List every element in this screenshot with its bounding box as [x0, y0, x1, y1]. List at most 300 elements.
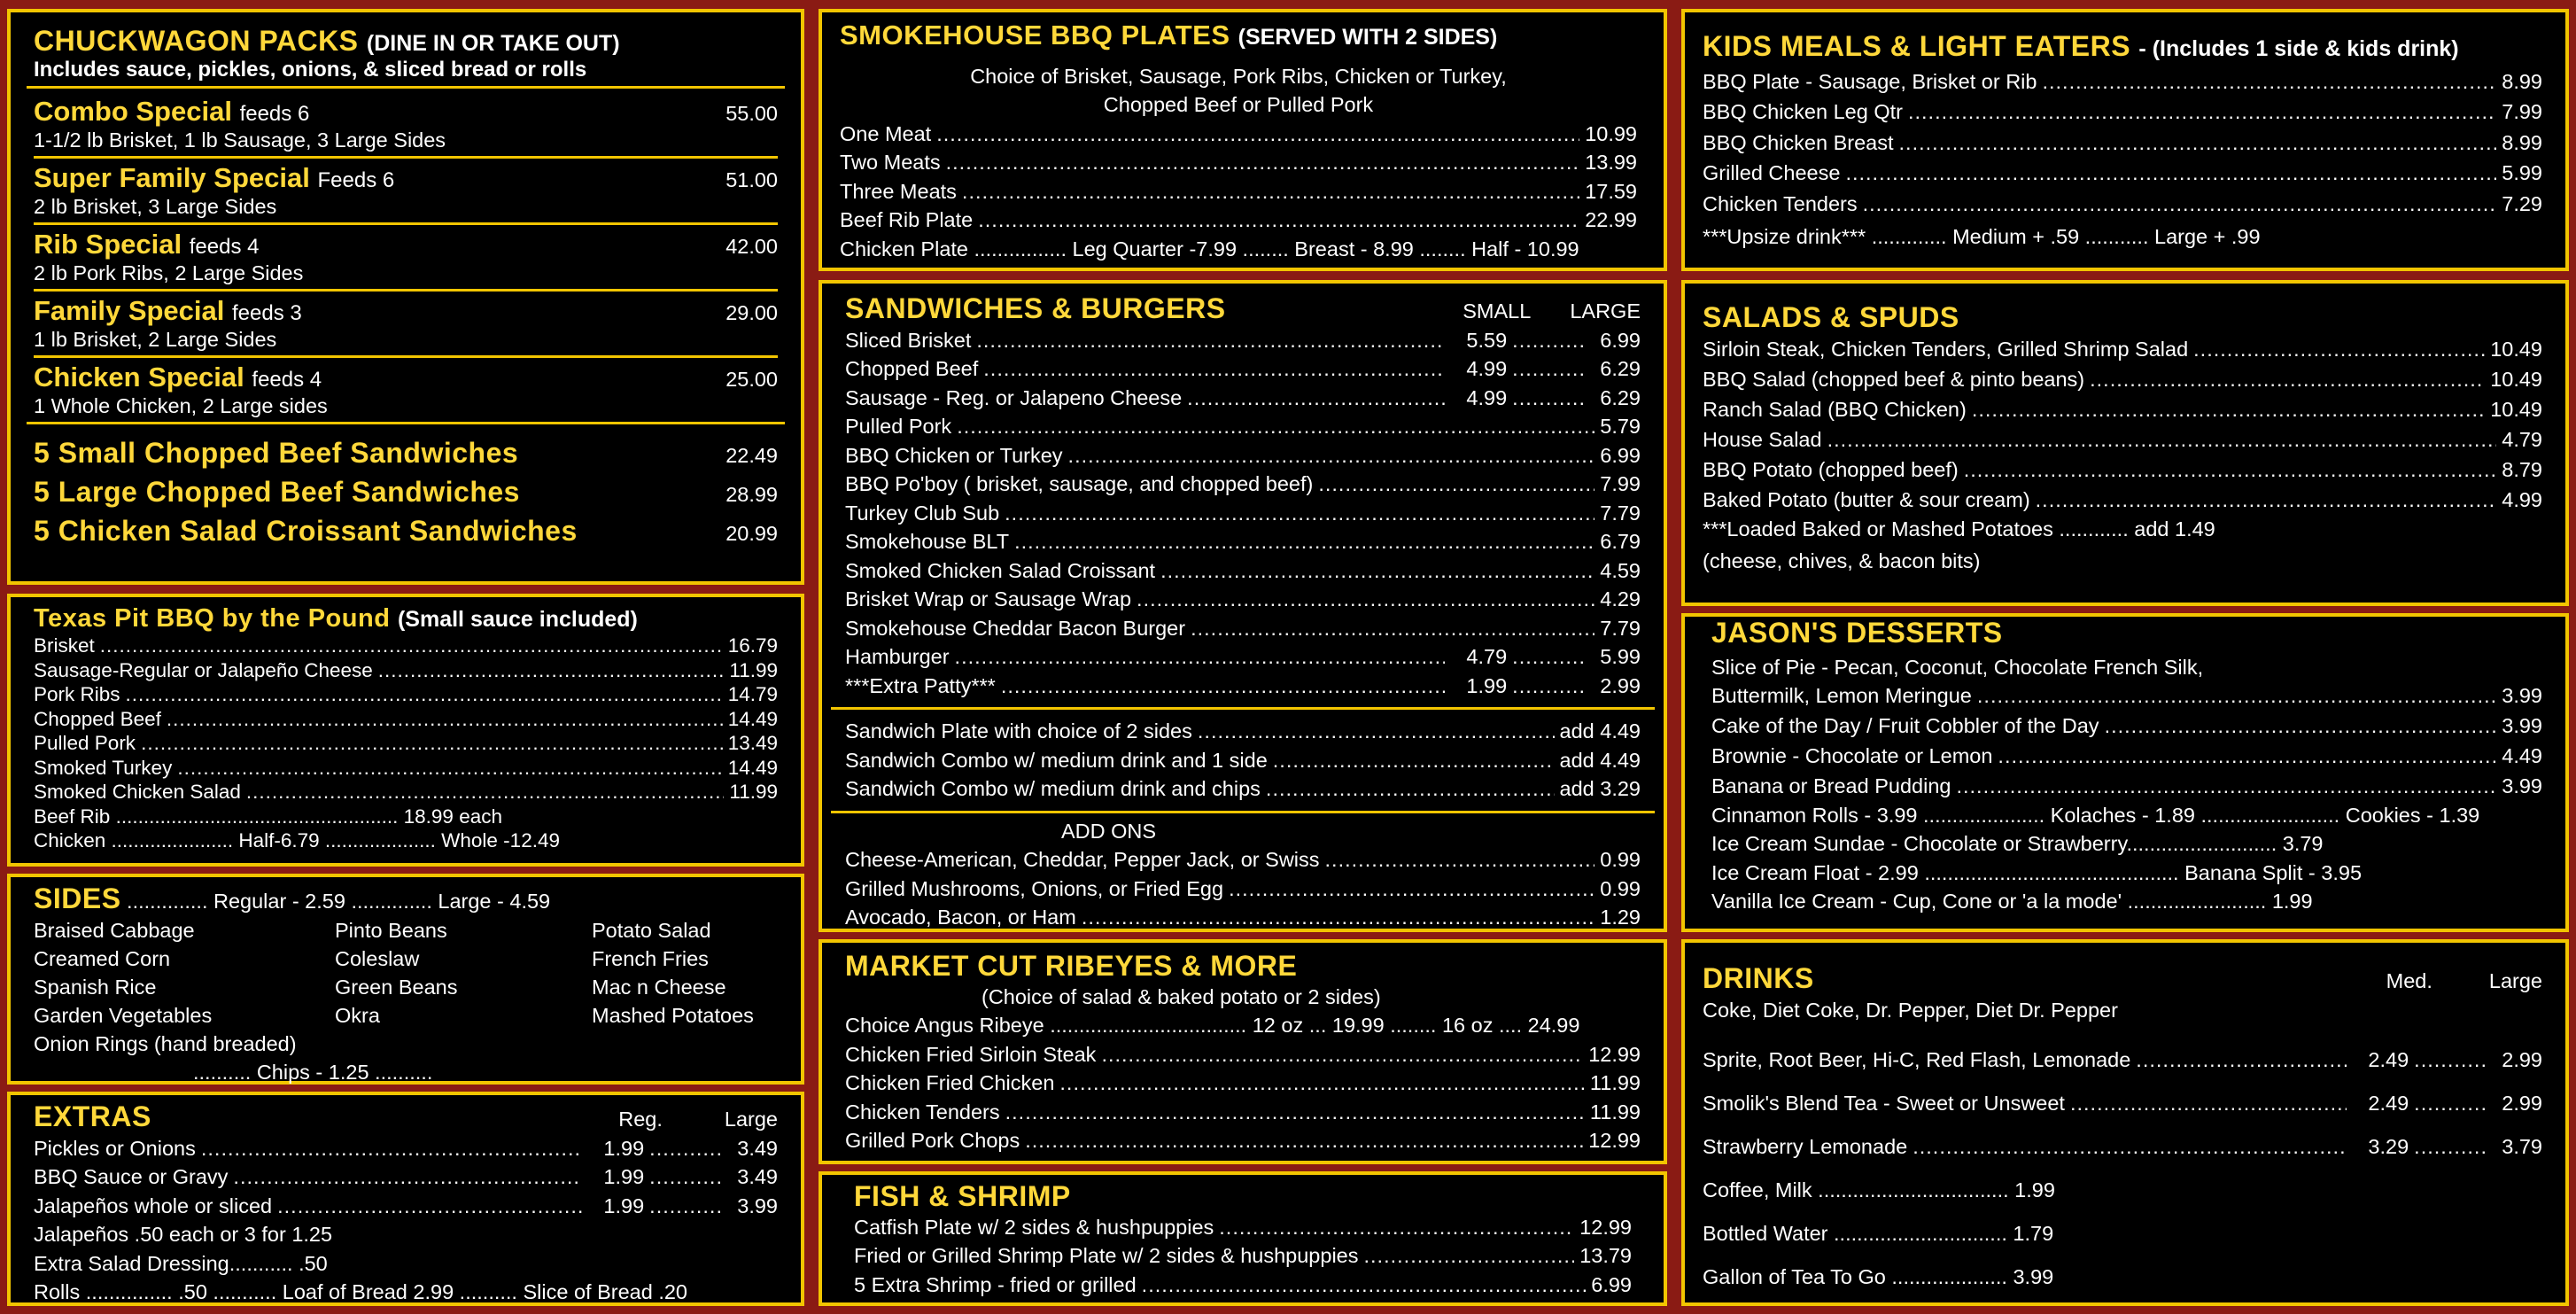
item-name: Baked Potato (butter & sour cream)	[1703, 487, 2030, 511]
side-item: Green Beans	[335, 975, 458, 999]
sundae-row: Ice Cream Sundae - Chocolate or Strawberry.......................... 3.79	[1711, 832, 2324, 856]
item-price-large: 3.79	[2502, 1135, 2542, 1158]
dot-leader	[957, 412, 1594, 441]
item-name: Smolik's Blend Tea - Sweet or Unsweet	[1703, 1092, 2065, 1115]
drinks-panel	[1681, 939, 2569, 1306]
item-price: 28.99	[725, 482, 778, 506]
item-name: 5 Large Chopped Beef Sandwiches	[34, 475, 520, 508]
upsize-row: ***Upsize drink*** ............. Medium + .59 ........... Large + .99	[1703, 225, 2261, 249]
dot-leader	[100, 634, 723, 658]
item-name: Combo Special	[34, 95, 232, 127]
pie-line-2: Buttermilk, Lemon Meringue ..... 3.99	[1711, 681, 2542, 711]
chicken-plate-row: Chicken Plate ................ Leg Quarter -7.99 ........ Breast - 8.99 ........ Half - 10.99	[840, 237, 1579, 260]
item-name: Fried or Grilled Shrimp Plate w/ 2 sides & hushpuppies	[854, 1244, 1359, 1268]
sides-header: SIDES .............. Regular - 2.59 .............. Large - 4.59	[34, 882, 551, 914]
item-desc: 1-1/2 lb Brisket, 1 lb Sausage, 3 Large Sides	[34, 128, 446, 152]
menu-item-row	[840, 148, 1637, 177]
side-item: Okra	[335, 1003, 380, 1027]
item-price: 29.00	[725, 300, 778, 324]
item-name: One Meat	[840, 121, 932, 145]
item-name: Three Meats	[840, 179, 957, 203]
item-name: Super Family Special	[34, 161, 310, 193]
item-name: Pulled Pork	[845, 415, 952, 438]
item-name: Brownie - Chocolate or Lemon	[1711, 743, 1993, 767]
dot-leader	[1913, 1125, 2347, 1169]
chuckwagon-panel	[7, 9, 804, 585]
item-name: Smokehouse Cheddar Bacon Burger	[845, 616, 1186, 640]
item-name: Smoked Turkey	[34, 756, 173, 779]
item-name: Chicken Fried Chicken	[845, 1071, 1055, 1095]
menu-item-row	[1703, 1082, 2542, 1125]
sides-grid	[34, 916, 778, 1030]
item-name: Jalapeños whole or sliced	[34, 1193, 273, 1217]
item-name: Cheese-American, Cheddar, Pepper Jack, or Swiss	[845, 848, 1320, 871]
menu-item-row	[34, 1134, 778, 1163]
item-price: 17.59	[1585, 179, 1637, 203]
dot-leader-2: ...........	[649, 1193, 723, 1217]
dot-leader	[1219, 1213, 1574, 1242]
menu-item-row	[845, 354, 1641, 384]
item-name: Family Special	[34, 294, 225, 326]
dot-leader-2: ...........	[1512, 385, 1586, 409]
item-price: 13.99	[1585, 151, 1637, 175]
chuckwagon-item	[34, 92, 778, 159]
dot-leader	[1998, 741, 2496, 771]
item-name: Sausage - Reg. or Jalapeno Cheese	[845, 385, 1183, 409]
dot-leader-2: ...........	[2414, 1092, 2487, 1115]
item-name: Chopped Beef	[845, 357, 979, 380]
plates-choice-2: Chopped Beef or Pulled Pork	[1103, 93, 1374, 117]
item-price: 8.99	[2502, 69, 2542, 93]
pie-line-1: Slice of Pie - Pecan, Coconut, Chocolate French Silk,	[1711, 655, 2204, 679]
menu-item-row	[1703, 1038, 2542, 1082]
dot-leader	[936, 120, 1579, 149]
item-price: 12.99	[1579, 1215, 1632, 1239]
loaded-potato-row: ***Loaded Baked or Mashed Potatoes ............ add 1.49	[1703, 517, 2215, 540]
menu-item-row	[845, 614, 1641, 643]
dot-leader	[1827, 424, 2497, 455]
chuckwagon-item-name	[34, 295, 302, 327]
item-name: Sliced Brisket	[845, 328, 972, 352]
item-price: 0.99	[1600, 848, 1641, 871]
dot-leader-2: ...........	[1512, 673, 1586, 697]
salads-panel	[1681, 280, 2569, 606]
menu-item-row	[845, 1040, 1641, 1069]
menu-item-row	[854, 1271, 1632, 1300]
item-name: Banana or Bread Pudding	[1711, 774, 1951, 797]
dot-leader	[1160, 556, 1594, 586]
item-name: Chicken Tenders	[845, 1100, 1000, 1124]
menu-item-row	[34, 731, 778, 756]
menu-item-row	[1711, 741, 2542, 771]
item-name: 5 Chicken Salad Croissant Sandwiches	[34, 514, 578, 547]
dot-leader	[1005, 499, 1594, 528]
item-name: Smoked Chicken Salad	[34, 781, 241, 804]
item-price: 4.79	[2502, 427, 2542, 451]
item-price-small: 4.99	[1466, 385, 1508, 409]
menu-item-row	[845, 672, 1641, 701]
texas-pit-panel	[7, 594, 804, 867]
dot-leader	[1001, 672, 1445, 701]
item-name: Turkey Club Sub	[845, 501, 1000, 525]
item-name: BBQ Po'boy ( brisket, sausage, and chopped beef)	[845, 472, 1314, 495]
desserts-title: JASON'S DESSERTS	[1711, 617, 2003, 649]
dot-leader	[2090, 364, 2485, 394]
sandwich-pack-row	[34, 435, 778, 474]
sandwich-pack-row	[34, 474, 778, 513]
dot-leader	[1325, 845, 1595, 875]
dot-leader	[167, 707, 723, 732]
item-price: 10.49	[2490, 397, 2542, 421]
dot-leader	[141, 731, 723, 756]
drink-single-row: Coffee, Milk ................................. 1.99	[1703, 1178, 2055, 1201]
dot-leader	[1899, 128, 2497, 159]
menu-item-row	[854, 1213, 1632, 1242]
beef-rib-row: Beef Rib ................................................... 18.99 each	[34, 805, 502, 828]
side-item: Creamed Corn	[34, 946, 171, 970]
dressing-row: Extra Salad Dressing........... .50	[34, 1251, 328, 1275]
dot-leader	[1964, 455, 2497, 485]
menu-item-row	[845, 875, 1641, 904]
dot-leader	[1025, 1126, 1583, 1155]
coke-row: Coke, Diet Coke, Dr. Pepper, Diet Dr. Pepper	[1703, 998, 2118, 1022]
dot-leader	[1198, 717, 1555, 746]
menu-item-row	[845, 585, 1641, 614]
dot-leader	[1142, 1271, 1587, 1300]
sandwich-pack-row	[34, 513, 778, 552]
menu-item-row	[845, 1126, 1641, 1155]
menu-item-row	[845, 746, 1641, 775]
item-name: Grilled Cheese	[1703, 161, 1841, 185]
menu-item-row	[845, 326, 1641, 355]
item-price: 8.79	[2502, 457, 2542, 481]
dot-leader	[1266, 774, 1555, 804]
loaded-potato-note: (cheese, chives, & bacon bits)	[1703, 549, 1981, 573]
item-price-large: 2.99	[2502, 1092, 2542, 1115]
item-name: Chicken Fried Sirloin Steak	[845, 1042, 1097, 1066]
menu-item-row	[1703, 189, 2542, 220]
item-price: 4.49	[2502, 743, 2542, 767]
dot-leader	[1863, 189, 2497, 220]
item-name: House Salad	[1703, 427, 1822, 451]
menu-item-row	[845, 1069, 1641, 1098]
item-price: 11.99	[1589, 1100, 1641, 1124]
ribeyes-panel	[819, 939, 1667, 1164]
dot-leader	[1318, 470, 1594, 499]
item-price: 10.99	[1585, 121, 1637, 145]
ribeyes-subtitle: (Choice of salad & baked potato or 2 sides)	[982, 984, 1381, 1008]
menu-item-row	[840, 120, 1637, 149]
item-price: 7.79	[1600, 616, 1641, 640]
onion-rings: Onion Rings (hand breaded)	[34, 1031, 297, 1055]
chuckwagon-item-title	[34, 96, 778, 128]
item-name: Ranch Salad (BBQ Chicken)	[1703, 397, 1967, 421]
menu-item-row	[845, 384, 1641, 413]
item-price: 55.00	[725, 101, 778, 125]
item-name: Grilled Mushrooms, Onions, or Fried Egg	[845, 876, 1224, 900]
dot-leader	[1191, 614, 1594, 643]
dot-leader	[277, 1192, 582, 1221]
menu-item-row	[1703, 394, 2542, 424]
menu-item-row	[1703, 1125, 2542, 1169]
menu-item-row	[845, 441, 1641, 470]
item-feeds: feeds 4	[252, 367, 322, 392]
menu-item-row	[1703, 97, 2542, 128]
item-feeds: feeds 3	[232, 300, 302, 325]
item-price: add 4.49	[1559, 719, 1641, 743]
dot-leader-2: ...........	[2414, 1048, 2487, 1071]
item-price-large: 6.29	[1600, 385, 1641, 409]
item-price: 7.79	[1600, 501, 1641, 525]
item-price: 4.29	[1600, 587, 1641, 610]
item-price: 4.99	[2502, 487, 2542, 511]
dot-leader	[976, 326, 1445, 355]
item-price-med: 2.49	[2368, 1048, 2409, 1071]
item-price: 4.59	[1600, 558, 1641, 582]
ribeyes-title: MARKET CUT RIBEYES & MORE	[845, 950, 1298, 982]
dot-leader-2: ...........	[649, 1165, 723, 1188]
item-name: Sandwich Plate with choice of 2 sides	[845, 719, 1192, 743]
chuckwagon-note: Includes sauce, pickles, onions, & sliced bread or rolls	[34, 57, 587, 82]
chuckwagon-title: CHUCKWAGON PACKS (DINE IN OR TAKE OUT)	[34, 25, 620, 57]
side-item: Garden Vegetables	[34, 1003, 213, 1027]
menu-item-row	[845, 717, 1641, 746]
rolls-row: Rolls ............... .50 ........... Loaf of Bread 2.99 .......... Slice of Bread .20	[34, 1280, 687, 1303]
item-name: Hamburger	[845, 645, 950, 668]
drinks-header: DRINKS Med. Large	[1703, 962, 2542, 994]
item-price-large: 3.49	[737, 1165, 778, 1188]
vanilla-row: Vanilla Ice Cream - Cup, Cone or 'a la mode' ........................ 1.99	[1711, 890, 2313, 914]
menu-item-row	[34, 756, 778, 781]
item-price: 14.49	[727, 756, 778, 779]
dot-leader	[1068, 441, 1595, 470]
item-price: 3.99	[2502, 774, 2542, 797]
dot-leader-2: ...........	[649, 1136, 723, 1160]
kids-panel	[1681, 9, 2569, 271]
menu-item-row	[34, 658, 778, 683]
dot-leader	[1101, 1040, 1583, 1069]
item-price: 10.49	[2490, 337, 2542, 361]
item-name: Avocado, Bacon, or Ham	[845, 906, 1076, 929]
dot-leader	[2042, 66, 2496, 97]
item-price-small: 4.79	[1466, 645, 1508, 668]
extras-panel	[7, 1092, 804, 1306]
item-name: Sandwich Combo w/ medium drink and chips	[845, 777, 1261, 800]
menu-item-row	[34, 780, 778, 805]
menu-item-row	[34, 634, 778, 658]
side-item: Braised Cabbage	[34, 918, 195, 942]
menu-item-row	[34, 682, 778, 707]
drink-single-row: Gallon of Tea To Go .................... 3.99	[1703, 1265, 2054, 1288]
salads-title: SALADS & SPUDS	[1703, 301, 1959, 333]
item-price: 11.99	[1589, 1071, 1641, 1095]
dot-leader	[1005, 1098, 1585, 1127]
item-price: 0.99	[1600, 876, 1641, 900]
dot-leader	[1845, 158, 2496, 189]
plates-title: SMOKEHOUSE BBQ PLATES (SERVED WITH 2 SIDES)	[840, 19, 1498, 51]
dot-leader	[2105, 711, 2497, 741]
item-price-med: 3.29	[2368, 1135, 2409, 1158]
item-price: 5.79	[1600, 415, 1641, 438]
dot-leader	[983, 354, 1445, 384]
item-price: add 3.29	[1559, 777, 1641, 800]
item-price: 25.00	[725, 367, 778, 391]
menu-item-row	[845, 499, 1641, 528]
addons-title: ADD ONS	[1061, 819, 1157, 843]
texas-pit-title: Texas Pit BBQ by the Pound (Small sauce included)	[34, 604, 638, 633]
item-name: Smoked Chicken Salad Croissant	[845, 558, 1156, 582]
dot-leader	[2136, 1038, 2347, 1082]
dot-leader	[1229, 875, 1594, 904]
item-price: 6.99	[1600, 443, 1641, 467]
float-row: Ice Cream Float - 2.99 ............................................ Banana Split - 3.95	[1711, 860, 2363, 884]
dot-leader	[246, 780, 724, 805]
item-name: Sausage-Regular or Jalapeño Cheese	[34, 658, 373, 681]
side-item: Pinto Beans	[335, 918, 447, 942]
item-name: Pickles or Onions	[34, 1136, 196, 1160]
chuckwagon-item	[34, 358, 778, 422]
item-price: 51.00	[725, 167, 778, 191]
item-price-small: 5.59	[1466, 328, 1508, 352]
menu-item-row	[854, 1241, 1632, 1271]
item-name: BBQ Salad (chopped beef & pinto beans)	[1703, 367, 2085, 391]
menu-item-row	[34, 1192, 778, 1221]
menu-item-row	[34, 1162, 778, 1192]
dot-leader	[1908, 97, 2496, 128]
side-item: Potato Salad	[592, 918, 711, 942]
side-item: Spanish Rice	[34, 975, 157, 999]
item-price-reg: 1.99	[603, 1193, 645, 1217]
item-name: Beef Rib Plate	[840, 208, 974, 232]
item-price: 13.49	[727, 732, 778, 755]
item-price: 14.49	[727, 707, 778, 730]
item-desc: 2 lb Brisket, 3 Large Sides	[34, 194, 277, 218]
item-price: 7.29	[2502, 191, 2542, 215]
drink-single-row: Bottled Water .............................. 1.79	[1703, 1222, 2054, 1245]
item-desc: 1 lb Brisket, 2 Large Sides	[34, 327, 277, 351]
desserts-panel	[1681, 613, 2569, 932]
item-name: Smokehouse BLT	[845, 530, 1010, 553]
side-item: Coleslaw	[335, 946, 420, 970]
dot-leader	[1187, 384, 1445, 413]
chuckwagon-item-title	[34, 229, 778, 260]
item-price: 7.99	[1600, 472, 1641, 495]
item-name: ***Extra Patty***	[845, 673, 996, 697]
item-price: 10.49	[2490, 367, 2542, 391]
chuckwagon-item-name	[34, 96, 309, 128]
dot-leader-2: ...........	[2414, 1135, 2487, 1158]
item-price-reg: 1.99	[603, 1136, 645, 1160]
item-name: Grilled Pork Chops	[845, 1129, 1020, 1153]
dot-leader	[177, 756, 722, 781]
item-price: 14.79	[727, 683, 778, 706]
item-price-large: 5.99	[1600, 645, 1641, 668]
item-name: Pork Ribs	[34, 683, 120, 706]
item-name: Rib Special	[34, 228, 182, 260]
item-price: add 4.49	[1559, 748, 1641, 772]
item-name: Sirloin Steak, Chicken Tenders, Grilled Shrimp Salad	[1703, 337, 2189, 361]
menu-item-row	[1711, 771, 2542, 801]
side-item: French Fries	[592, 946, 709, 970]
item-name: BBQ Chicken Leg Qtr	[1703, 100, 1903, 124]
item-price: 22.49	[725, 443, 778, 467]
dot-leader	[2070, 1082, 2347, 1125]
item-feeds: feeds 6	[239, 101, 310, 126]
fish-title: FISH & SHRIMP	[854, 1180, 1071, 1212]
dot-leader	[126, 682, 723, 707]
dot-leader	[962, 177, 1579, 206]
dot-leader	[378, 658, 725, 683]
item-name: Chicken Special	[34, 361, 244, 393]
item-price-med: 2.49	[2368, 1092, 2409, 1115]
item-price-large: 6.29	[1600, 357, 1641, 380]
chuckwagon-item	[34, 225, 778, 292]
menu-item-row	[1703, 334, 2542, 364]
item-price: 13.79	[1579, 1244, 1632, 1268]
item-name: BBQ Plate - Sausage, Brisket or Rib	[1703, 69, 2037, 93]
menu-item-row	[845, 470, 1641, 499]
item-name: Chopped Beef	[34, 707, 161, 730]
plates-panel	[819, 9, 1667, 271]
menu-item-row	[1703, 364, 2542, 394]
dot-leader	[201, 1134, 582, 1163]
menu-item-row	[840, 206, 1637, 235]
menu-item-row	[845, 642, 1641, 672]
kids-title: KIDS MEALS & LIGHT EATERS - (Includes 1 side & kids drink)	[1703, 30, 2459, 62]
item-price-large: 3.99	[737, 1193, 778, 1217]
menu-item-row	[1703, 66, 2542, 97]
item-name: BBQ Chicken Breast	[1703, 130, 1894, 154]
dot-leader-2: ...........	[1512, 328, 1586, 352]
menu-item-row	[1703, 485, 2542, 515]
chuckwagon-item-title	[34, 362, 778, 393]
item-name: Brisket Wrap or Sausage Wrap	[845, 587, 1132, 610]
plates-choice-1: Choice of Brisket, Sausage, Pork Ribs, Chicken or Turkey,	[970, 64, 1507, 88]
item-name: 5 Extra Shrimp - fried or grilled	[854, 1272, 1137, 1296]
angus-ribeye-row: Choice Angus Ribeye .................................. 12 oz ... 19.99 ........ 16 oz .... 24.99	[845, 1014, 1580, 1038]
chuckwagon-item	[34, 159, 778, 225]
dot-leader	[1014, 527, 1594, 556]
item-price: 1.29	[1600, 906, 1641, 929]
menu-item-row	[1703, 455, 2542, 485]
chuckwagon-item-name	[34, 362, 322, 393]
menu-item-row	[845, 845, 1641, 875]
item-name: Brisket	[34, 634, 95, 657]
item-price: 12.99	[1588, 1042, 1641, 1066]
item-desc: 2 lb Pork Ribs, 2 Large Sides	[34, 260, 304, 284]
item-price-large: 6.99	[1600, 328, 1641, 352]
item-price: 6.79	[1600, 530, 1641, 553]
sandwiches-header: SANDWICHES & BURGERS SMALL LARGE	[845, 292, 1641, 324]
cinnamon-row: Cinnamon Rolls - 3.99 ..................... Kolaches - 1.89 ........................ Cookies - 1.39	[1711, 803, 2480, 827]
item-price: 22.99	[1585, 208, 1637, 232]
item-name: Strawberry Lemonade	[1703, 1135, 1908, 1158]
dot-leader	[2193, 334, 2485, 364]
menu-item-row	[34, 707, 778, 732]
dot-leader	[1972, 394, 2485, 424]
dot-leader	[233, 1162, 582, 1192]
menu-item-row	[845, 556, 1641, 586]
fish-panel	[819, 1171, 1667, 1306]
sides-panel	[7, 874, 804, 1085]
dot-leader	[1137, 585, 1594, 614]
item-price: 42.00	[725, 234, 778, 258]
extras-header: EXTRAS Reg. Large	[34, 1100, 778, 1132]
dot-leader	[978, 206, 1579, 235]
menu-item-row	[845, 412, 1641, 441]
dot-leader-2: ...........	[1512, 357, 1586, 380]
menu-item-row	[840, 177, 1637, 206]
